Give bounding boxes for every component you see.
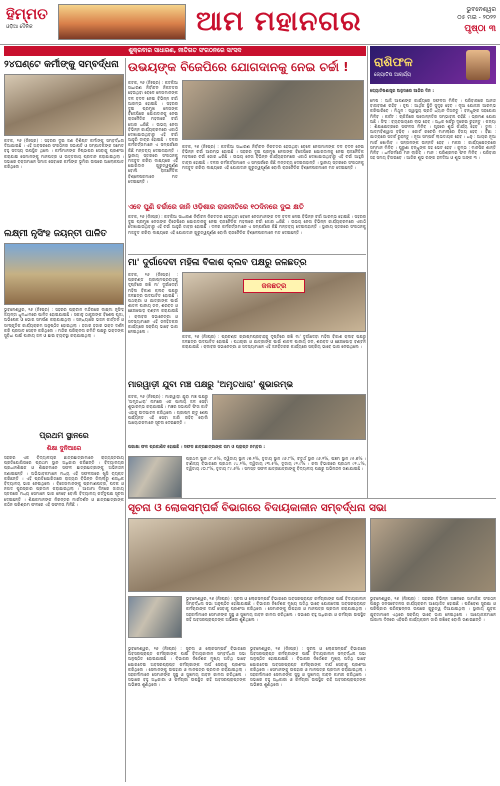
story7-body: ଭୁବନେଶ୍ୱର, ୨୬ (ନିଃପ୍ର) : ସୂଚନା ଓ ଲୋକସମ୍ପର୍କ ବିଭାଗରେ ଅବସରପ୍ରାପ୍ତ କର୍ମଚାରୀଙ୍କ ପାଇଁ ବିଦାୟକାଳୀନ ସମ୍ବର୍ଦ୍ଧନା ସଭା ଅନୁଷ୍ଠିତ ହୋଇଯାଇଛି । ବିଭାଗର ନିର୍ଦ୍ଦେଶକ ମୁଖ୍ୟ ଅତିଥି ଭାବେ ଯୋଗଦେଇ ଅବସରପ୍ରାପ୍ତ କର୍ମଚାରୀଙ୍କ ଦୀର୍ଘ ସେବାକୁ ପ୍ରଶଂସା କରିଥିଲେ । ସେମାନଙ୍କୁ ଉପହାର ଓ ମାନପତ୍ର ପ୍ରଦାନ କରାଯାଇଥିଲା । ସହକର୍ମୀମାନେ ସେମାନଙ୍କ ସୁସ୍ଥ ଓ ସୁଖମୟ ଜୀବନ କାମନା କରିଥିଲେ । ସଭାରେ ବହୁ ଅଧିକାରୀ ଓ କର୍ମଚାରୀ ଉପସ୍ଥିତ ରହି ଅବସରପ୍ରାପ୍ତଙ୍କ ଅଭିଜ୍ଞତା ଶୁଣିଥିଲେ । [186, 596, 366, 622]
section-divider [128, 254, 366, 255]
column-divider [367, 46, 368, 498]
story1-body: କଟକ, ୨୬ (ନିଃପ୍ର) : କଟକିଆ ସାଧାରଣ ନିର୍ବାଚନ ନିକଟତର ହେଉଥିବା ବେଳେ ନେତାମାନଙ୍କ ଦଳ ବଦଳ ନେଇ ବିଭିନ୍ନ ଚର୍ଚ୍ଚା ଆରମ୍ଭ ହୋଇଛି । ସହରର ଦୁଇ ପ୍ରମୁଖ ନେତାଙ୍କ ବିଜେପିରେ ଯୋଗଦାନକୁ ନେଇ ରାଜନୈତିକ ମହଲରେ ଚର୍ଚ୍ଚା ଜୋର ଧରିଛି । ଉଭୟ ନେତା ବିଭିନ୍ନ କାର୍ଯ୍ୟକ୍ରମରେ ଏକାଠି ଦେଖାଯାଉଥିବାରୁ ଏହି ଚର୍ଚ୍ଚା ଆହୁରି ତୀବ୍ର ହୋଇଛି । ଦଳର କର୍ମକର୍ତ୍ତାମାନେ ଏ ସମ୍ପର୍କରେ କିଛି ମନ୍ତବ୍ୟ ଦେଇନାହାନ୍ତି । ସ୍ଥାନୀୟ ସ୍ତରରେ ସଂଗଠନକୁ ମଜବୁତ କରିବା ଲକ୍ଷ୍ୟରେ ଏହି ଯୋଗଦାନ ଗୁରୁତ୍ୱପୂର୍ଣ୍ଣ ବୋଲି ରାଜନୈତିକ ବିଶ୍ଳେଷକମାନେ ମତ ଦେଇଛନ୍ତି । [128, 80, 178, 184]
story2-headline: ୨୪ଘଣ୍ଟେ କର୍ମୀଙ୍କୁ ସମ୍ବର୍ଦ୍ଧନା [4, 59, 119, 70]
brand-tagline: ଓଡ଼ିଆ ଦୈନିକ [6, 24, 33, 30]
section-divider [128, 498, 496, 499]
page-label: ପୃଷ୍ଠା [464, 24, 486, 34]
edition-city: ଭୁବନେଶ୍ୱର [466, 6, 496, 13]
story1-sub-body: କଟକ, ୨୬ (ନିଃପ୍ର) : କଟକିଆ ସାଧାରଣ ନିର୍ବାଚନ ନିକଟତର ହେଉଥିବା ବେଳେ ନେତାମାନଙ୍କ ଦଳ ବଦଳ ନେଇ ବିଭିନ୍ନ ଚର୍ଚ୍ଚା ଆରମ୍ଭ ହୋଇଛି । ସହରର ଦୁଇ ପ୍ରମୁଖ ନେତାଙ୍କ ବିଜେପିରେ ଯୋଗଦାନକୁ ନେଇ ରାଜନୈତିକ ମହଲରେ ଚର୍ଚ୍ଚା ଜୋର ଧରିଛି । ଉଭୟ ନେତା ବିଭିନ୍ନ କାର୍ଯ୍ୟକ୍ରମରେ ଏକାଠି ଦେଖାଯାଉଥିବାରୁ ଏହି ଚର୍ଚ୍ଚା ଆହୁରି ତୀବ୍ର ହୋଇଛି । ଦଳର କର୍ମକର୍ତ୍ତାମାନେ ଏ ସମ୍ପର୍କରେ କିଛି ମନ୍ତବ୍ୟ ଦେଇନାହାନ୍ତି । ସ୍ଥାନୀୟ ସ୍ତରରେ ସଂଗଠନକୁ ମଜବୁତ କରିବା ଲକ୍ଷ୍ୟରେ ଏହି ଯୋଗଦାନ ଗୁରୁତ୍ୱପୂର୍ଣ୍ଣ ବୋଲି ରାଜନୈତିକ ବିଶ୍ଳେଷକମାନେ ମତ ଦେଇଛନ୍ତି । [128, 214, 366, 235]
story4-banner-sign: ଜଳଛତ୍ର [243, 279, 305, 293]
story7-headline: ସୂଚନା ଓ ଲୋକସମ୍ପର୍କ ବିଭାଗରେ ବିଦାୟକାଳୀନ ସମ୍ବର୍ଦ୍ଧନା ସଭା [128, 502, 387, 514]
story6-body: ସହରର ଏକ ବିଦ୍ୟାଳୟର ଛାତ୍ରଛାତ୍ରୀମାନେ ରାଜ୍ୟସ୍ତରୀୟ ପ୍ରତିଯୋଗିତାରେ ପ୍ରଥମ ସ୍ଥାନ ଅଧିକାର କରିଛନ୍ତି । ବିଦ୍ୟାଳୟର ପ୍ରଧାନଶିକ୍ଷକ ଓ ଶିକ୍ଷକମାନେ ସଫଳ ଛାତ୍ରଛାତ୍ରୀଙ୍କୁ ଅଭିନନ୍ଦନ ଜଣାଇଛନ୍ତି । ଅଭିଭାବକମାନେ ମଧ୍ୟ ଏହି ସଫଳତାରେ ଖୁସି ବ୍ୟକ୍ତ କରିଛନ୍ତି । ଏହି ପ୍ରତିଯୋଗିତାରେ ରାଜ୍ୟର ବିଭିନ୍ନ ଜିଲ୍ଲାରୁ ଶତାଧିକ ବିଦ୍ୟାଳୟ ଭାଗ ନେଇଥିଲେ । ବିଜେତାମାନଙ୍କୁ ପ୍ରମାଣପତ୍ର, ପଦକ ଓ ନଗଦ ପୁରସ୍କାର ପ୍ରଦାନ କରାଯାଇଥିଲା । ଆଗାମୀ ଦିନରେ ଜାତୀୟ ସ୍ତରରେ ମଧ୍ୟ ସେମାନେ ଭାଗ ନେବେ ବୋଲି ବିଦ୍ୟାଳୟ କର୍ତ୍ତୃପକ୍ଷ ସୂଚନା ଦେଇଛନ୍ତି । ଶିକ୍ଷକମାନଙ୍କ ନିରନ୍ତର ମାର୍ଗଦର୍ଶନ ଓ ଛାତ୍ରଛାତ୍ରୀଙ୍କ କଠିନ ପରିଶ୍ରମ ଫଳରେ ଏହି ସଫଳତା ମିଳିଛି । [4, 455, 124, 507]
results-body: ପ୍ରଥମ ସ୍ଥାନ ୯୮.୫%, ଦ୍ୱିତୀୟ ସ୍ଥାନ ୯୭.୨%, ତୃତୀୟ ସ୍ଥାନ ୯୬.୮%, ଚତୁର୍ଥ ସ୍ଥାନ ୯୬.୧%, ପଞ୍ଚମ ସ୍ଥାନ ୯୫.୭% । ବାଣିଜ୍ୟ ବିଭାଗରେ ପ୍ରଥମ ୯୪.୨%, ଦ୍ୱିତୀୟ ୯୩.୫%, ତୃତୀୟ ୯୨.୯% । କଳା ବିଭାଗରେ ପ୍ରଥମ ୯୧.୪%, ଦ୍ୱିତୀୟ ୯୦.୮%, ତୃତୀୟ ୮୯.୬% । ସମସ୍ତ ସଫଳ ଛାତ୍ରଛାତ୍ରୀଙ୍କୁ ବିଦ୍ୟାଳୟ ପକ୍ଷରୁ ଅଭିନନ୍ଦନ ଜଣାଯାଇଛି । [186, 456, 366, 472]
story1-subhead: ଏବେ ପୁଣି ଚର୍ଚ୍ଚାରେ ଜାନି ଓଡ଼ିଶାର ରାଜନୀତିରେ ୧୦ଦିନରେ ଦୁଇ କ୍ଷତି [128, 203, 304, 211]
story7-body-col2: ଭୁବନେଶ୍ୱର, ୨୬ (ନିଃପ୍ର) : ସୂଚନା ଓ ଲୋକସମ୍ପର୍କ ବିଭାଗରେ ଅବସରପ୍ରାପ୍ତ କର୍ମଚାରୀଙ୍କ ପାଇଁ ବିଦାୟକାଳୀନ ସମ୍ବର୍ଦ୍ଧନା ସଭା ଅନୁଷ୍ଠିତ ହୋଇଯାଇଛି । ବିଭାଗର ନିର୍ଦ୍ଦେଶକ ମୁଖ୍ୟ ଅତିଥି ଭାବେ ଯୋଗଦେଇ ଅବସରପ୍ରାପ୍ତ କର୍ମଚାରୀଙ୍କ ଦୀର୍ଘ ସେବାକୁ ପ୍ରଶଂସା କରିଥିଲେ । ସେମାନଙ୍କୁ ଉପହାର ଓ ମାନପତ୍ର ପ୍ରଦାନ କରାଯାଇଥିଲା । ସହକର୍ମୀମାନେ ସେମାନଙ୍କ ସୁସ୍ଥ ଓ ସୁଖମୟ ଜୀବନ କାମନା କରିଥିଲେ । ସଭାରେ ବହୁ ଅଧିକାରୀ ଓ କର୍ମଚାରୀ ଉପସ୍ଥିତ ରହି ଅବସରପ୍ରାପ୍ତଙ୍କ ଅଭିଜ୍ଞତା ଶୁଣିଥିଲେ । [128, 646, 246, 688]
story7-photo-large [128, 518, 366, 592]
page-number: ୩ [488, 24, 496, 34]
story7-photo-right [370, 518, 496, 592]
page-number-block [432, 22, 496, 36]
rashifala-intro: ଜ୍ୟୋତିଷଶାସ୍ତ୍ର ଅନୁସାରେ ଆଜିର ଦିନ : [370, 88, 434, 93]
story7-body-col3: ଭୁବନେଶ୍ୱର, ୨୬ (ନିଃପ୍ର) : ସୂଚନା ଓ ଲୋକସମ୍ପର୍କ ବିଭାଗରେ ଅବସରପ୍ରାପ୍ତ କର୍ମଚାରୀଙ୍କ ପାଇଁ ବିଦାୟକାଳୀନ ସମ୍ବର୍ଦ୍ଧନା ସଭା ଅନୁଷ୍ଠିତ ହୋଇଯାଇଛି । ବିଭାଗର ନିର୍ଦ୍ଦେଶକ ମୁଖ୍ୟ ଅତିଥି ଭାବେ ଯୋଗଦେଇ ଅବସରପ୍ରାପ୍ତ କର୍ମଚାରୀଙ୍କ ଦୀର୍ଘ ସେବାକୁ ପ୍ରଶଂସା କରିଥିଲେ । ସେମାନଙ୍କୁ ଉପହାର ଓ ମାନପତ୍ର ପ୍ରଦାନ କରାଯାଇଥିଲା । ସହକର୍ମୀମାନେ ସେମାନଙ୍କ ସୁସ୍ଥ ଓ ସୁଖମୟ ଜୀବନ କାମନା କରିଥିଲେ । ସଭାରେ ବହୁ ଅଧିକାରୀ ଓ କର୍ମଚାରୀ ଉପସ୍ଥିତ ରହି ଅବସରପ୍ରାପ୍ତଙ୍କ ଅଭିଜ୍ଞତା ଶୁଣିଥିଲେ । [250, 646, 366, 688]
story3-temple-photo [4, 243, 124, 305]
story4-body-cont: କଟକ, ୨୬ (ନିଃପ୍ର) : ପ୍ରଚଣ୍ଡ ଗ୍ରୀଷ୍ମପ୍ରବାହକୁ ଦୃଷ୍ଟିରେ ରଖି ମା' ଦୁର୍ଗାଦେବୀ ମହିଳା ବିକାଶ କ୍ଲବ ପକ୍ଷରୁ ଜଳଛତ୍ର ଉଦଘାଟିତ ହୋଇଛି । ପଥଚାରୀ ଓ ଯାତ୍ରୀଙ୍କ ପାଇଁ ଶୀତଳ ପାନୀୟ ଜଳ, ଶରବତ ଓ ଛେନାପୋଡ଼ ବଣ୍ଟନ କରାଯାଉଛି । କ୍ଲବର ସଭାନେତ୍ରୀ ଓ ସଦସ୍ୟାମାନେ ଏହି ଜନହିତକର କାର୍ଯ୍ୟରେ ସକ୍ରିୟ ଭାବେ ଭାଗ ନେଇଥିଲେ । [182, 334, 366, 350]
story5-body: କଟକ, ୨୬ (ନିଃପ୍ର) : ମାରୱାଡ଼ୀ ଯୁବା ମଞ୍ଚ ପକ୍ଷରୁ 'ଅମୃତଧାରା' ନାମରେ ଏକ ପାନୀୟ ଜଳ ସେବା ଶୁଭାରମ୍ଭ କରାଯାଇଛି । ମଞ୍ଚର ସଭାପତି ଫିତା କାଟି ଏହାକୁ ଉଦଘାଟନ କରିଥିଲେ । ଗ୍ରୀଷ୍ମ ଋତୁ ଶେଷ ପର୍ଯ୍ୟନ୍ତ ଏହି ସେବା ଜାରି ରହିବ ବୋଲି ଆୟୋଜକମାନେ ସୂଚନା ଦେଇଛନ୍ତି । [128, 394, 208, 426]
story3-headline: ଲକ୍ଷ୍ମୀ ନୃସିଂହ ଜୟନ୍ତୀ ପାଳିତ [4, 229, 107, 239]
story6-kicker: ଶିକ୍ଷା ଦୁନିଆରେ [46, 445, 82, 452]
story5-photo [212, 394, 366, 440]
edition-date: ୦୫ ମଇ - ୨୦୨୨ [457, 14, 496, 21]
story2-body: କଟକ, ୨୬ (ନିଃପ୍ର) : ସହରର ଦୁଇ ଜଣ ବିଶିଷ୍ଟ କର୍ମୀଙ୍କୁ ସମ୍ବର୍ଦ୍ଧନା ଦିଆଯାଇଛି । ଏହି ଅବସରରେ ସଂଗଠନର ସଭାପତି ଓ ସମ୍ପାଦକଙ୍କ ସମେତ ବହୁ ସଦସ୍ୟ ଉପସ୍ଥିତ ଥିଲେ । କର୍ମୀମାନଙ୍କ ନିଷ୍ଠାପର ସେବାକୁ ପ୍ରଶଂସା କରାଯାଇ ସେମାନଙ୍କୁ ମାନପତ୍ର ଓ ଉତ୍ତରୀୟ ପ୍ରଦାନ କରାଯାଇଥିଲା । ସଭାରେ ବକ୍ତାମାନେ ସମାଜ ସେବାରେ କର୍ମୀଙ୍କ ଭୂମିକା ଉପରେ ଆଲୋକପାତ କରିଥିଲେ । [4, 138, 124, 170]
brand-name: ହିମ୍ମତ [6, 5, 48, 23]
story5-headline: ମାରୱାଡ଼ୀ ଯୁବା ମଞ୍ଚ ପକ୍ଷରୁ 'ଅମୃତଧାରା' ଶୁଭାରମ୍ଭ [128, 380, 294, 390]
section-divider [0, 44, 500, 45]
top-banner [4, 46, 366, 56]
story7-photo-small [128, 596, 182, 638]
top-banner-text: ଶୁକ୍ରବାର ସାଧାରଣ, ନୀତିଗତ ସଂଗଠନରେ ସାଂସଦ [128, 47, 242, 54]
masthead [0, 0, 500, 44]
brand-logo [6, 4, 58, 38]
story4-body: କଟକ, ୨୬ (ନିଃପ୍ର) : ପ୍ରଚଣ୍ଡ ଗ୍ରୀଷ୍ମପ୍ରବାହକୁ ଦୃଷ୍ଟିରେ ରଖି ମା' ଦୁର୍ଗାଦେବୀ ମହିଳା ବିକାଶ କ୍ଲବ ପକ୍ଷରୁ ଜଳଛତ୍ର ଉଦଘାଟିତ ହୋଇଛି । ପଥଚାରୀ ଓ ଯାତ୍ରୀଙ୍କ ପାଇଁ ଶୀତଳ ପାନୀୟ ଜଳ, ଶରବତ ଓ ଛେନାପୋଡ଼ ବଣ୍ଟନ କରାଯାଉଛି । କ୍ଲବର ସଭାନେତ୍ରୀ ଓ ସଦସ୍ୟାମାନେ ଏହି ଜନହିତକର କାର୍ଯ୍ୟରେ ସକ୍ରିୟ ଭାବେ ଭାଗ ନେଇଥିଲେ । [128, 272, 178, 335]
astrologer-avatar [466, 50, 490, 80]
story8-body: ଭୁବନେଶ୍ୱର, ୨୬ (ନିଃପ୍ର) : ସହରର ବିଭିନ୍ନ ଅଞ୍ଚଳରେ ସାମାଜିକ ସଂଗଠନ ପକ୍ଷରୁ ଜନସଚେତନତା କାର୍ଯ୍ୟକ୍ରମ ଆୟୋଜିତ ହୋଇଛି । ପରିବେଶ ସୁରକ୍ଷା ଓ ପରିଷ୍କାର ପରିଚ୍ଛନ୍ନତା ଉପରେ ଗୁରୁତ୍ୱ ଦିଆଯାଇଥିଲା । ସ୍ଥାନୀୟ ଯୁବକ ଯୁବତୀମାନେ ଏଥିରେ ସକ୍ରିୟ ଭାବେ ଭାଗ ନେଇଥିଲେ । ଆୟୋଜକମାନେ ଆଗାମୀ ଦିନରେ ଏହିପରି କାର୍ଯ୍ୟକ୍ରମ ଜାରି ରଖିବେ ବୋଲି ଜଣାଇଛନ୍ତି । [370, 596, 496, 622]
story1-photo-group [182, 80, 364, 140]
rashifala-header: ରାଶିଫଳ [374, 55, 413, 69]
column-divider [125, 58, 126, 782]
astrologer-name: ଜ୍ୟୋତିଷ ଆଚାର୍ଯ୍ୟ [374, 72, 412, 78]
story4-headline: ମା' ଦୁର୍ଗାଦେବୀ ମହିଳା ବିକାଶ କ୍ଲବ ପକ୍ଷରୁ ଜଳଛତ୍ର [128, 258, 307, 268]
masthead-skyline-image [58, 4, 186, 40]
results-photo [128, 456, 182, 498]
story6-headline: ପ୍ରଥମ ସ୍ଥାନରେ [39, 431, 89, 440]
story2-photo [4, 74, 124, 136]
edition-info [432, 6, 496, 40]
story3-body: ଭୁବନେଶ୍ୱର, ୨୬ (ନିଃପ୍ର) : ସହରର ପ୍ରାଚୀନ ମନ୍ଦିରରେ ଲକ୍ଷ୍ମୀ ନୃସିଂହ ଜୟନ୍ତୀ ଧୁମଧାମରେ ପାଳିତ ହୋଇଯାଇଛି । ସକାଳୁ ଠାକୁରଙ୍କ ବିଶେଷ ପୂଜା, ଅଭିଷେକ ଓ ଭୋଗ ସମର୍ପଣ କରାଯାଇଥିଲା । ସନ୍ଧ୍ୟାରେ ଭଜନ କୀର୍ତ୍ତନ ଓ ସାଂସ୍କୃତିକ କାର୍ଯ୍ୟକ୍ରମ ଅନୁଷ୍ଠିତ ହୋଇଥିଲା । ହଜାର ହଜାର ଭକ୍ତ ଦର୍ଶନ କରି ପ୍ରସାଦ ସେବନ କରିଥିଲେ । ମନ୍ଦିର ପରିଚାଳନା କମିଟି ପକ୍ଷରୁ ଭକ୍ତଙ୍କ ସୁବିଧା ପାଇଁ ପାନୀୟ ଜଳ ଓ ଛାଇ ବ୍ୟବସ୍ଥା କରାଯାଇଥିଲା । [4, 307, 124, 339]
rashifala-body: ମେଷ : ଆଜି ଆପଣଙ୍କ କାର୍ଯ୍ୟରେ ସଫଳତା ମିଳିବ । ପରିବାରରେ ଆନନ୍ଦ ବାତାବରଣ ରହିବ । ବୃଷ : ଆର୍ଥିକ ସ୍ଥିତି ସୁଦୃଢ ହେବ । ନୂଆ ଯୋଜନା ଆରମ୍ଭ କରିପାରିବେ । ମିଥୁନ : ସ୍ୱାସ୍ଥ୍ୟ ପ୍ରତି ଧ୍ୟାନ ଦିଅନ୍ତୁ । ବନ୍ଧୁଙ୍କ ସହଯୋଗ ମିଳିବ । କର୍କଟ : ଚାକିରିରେ ପଦୋନ୍ନତିର ସମ୍ଭାବନା ରହିଛି । ଭ୍ରମଣ ଯୋଗ ଅଛି । ସିଂହ : ବ୍ୟବସାୟରେ ଲାଭ ହେବ । ଅଧିକ ଖର୍ଚ୍ଚରୁ ଦୂରେଇ ରୁହନ୍ତୁ । କନ୍ୟା : ଶିକ୍ଷାକ୍ଷେତ୍ରରେ ସଫଳତା ମିଳିବ । ଗୃହରେ ଶୁଭ କାର୍ଯ୍ୟ ହେବ । ତୁଳା : ଆତ୍ମବିଶ୍ୱାସ ବଢିବ । କୋର୍ଟ କଚେରି ମାମଲାରେ ବିଜୟ ହେବ । ବିଛା : ଯାତ୍ରାରେ ସତର୍କ ରୁହନ୍ତୁ । ନୂଆ ସମ୍ପର୍କ ଲାଭଦାୟକ ହେବ । ଧନୁ : ଆୟର ନୂଆ ମାର୍ଗ ଖୋଲିବ । ସନ୍ତାନଙ୍କ ଉନ୍ନତି ହେବ । ମକର : କାର୍ଯ୍ୟକ୍ଷେତ୍ରରେ ସମ୍ମାନ ମିଳିବ । ପୁରୁଣା ବନ୍ଧୁଙ୍କ ସହ ଭେଟ ହେବ । କୁମ୍ଭ : ମାନସିକ ଶାନ୍ତି ମିଳିବ । ଧର୍ମକର୍ମରେ ମନ ଲାଗିବ । ମୀନ : ପରିଶ୍ରମର ଫଳ ମିଳିବ । ପରିବାର ସହ ସମୟ ବିତାଇବେ । ଆଜିର ଶୁଭ ରଙ୍ଗ ହଳଦିଆ ଓ ଶୁଭ ଅଙ୍କ ୩ । [370, 98, 496, 161]
story4-photo [182, 272, 366, 332]
story1-body-cont: କଟକ, ୨୬ (ନିଃପ୍ର) : କଟକିଆ ସାଧାରଣ ନିର୍ବାଚନ ନିକଟତର ହେଉଥିବା ବେଳେ ନେତାମାନଙ୍କ ଦଳ ବଦଳ ନେଇ ବିଭିନ୍ନ ଚର୍ଚ୍ଚା ଆରମ୍ଭ ହୋଇଛି । ସହରର ଦୁଇ ପ୍ରମୁଖ ନେତାଙ୍କ ବିଜେପିରେ ଯୋଗଦାନକୁ ନେଇ ରାଜନୈତିକ ମହଲରେ ଚର୍ଚ୍ଚା ଜୋର ଧରିଛି । ଉଭୟ ନେତା ବିଭିନ୍ନ କାର୍ଯ୍ୟକ୍ରମରେ ଏକାଠି ଦେଖାଯାଉଥିବାରୁ ଏହି ଚର୍ଚ୍ଚା ଆହୁରି ତୀବ୍ର ହୋଇଛି । ଦଳର କର୍ମକର୍ତ୍ତାମାନେ ଏ ସମ୍ପର୍କରେ କିଛି ମନ୍ତବ୍ୟ ଦେଇନାହାନ୍ତି । ସ୍ଥାନୀୟ ସ୍ତରରେ ସଂଗଠନକୁ ମଜବୁତ କରିବା ଲକ୍ଷ୍ୟରେ ଏହି ଯୋଗଦାନ ଗୁରୁତ୍ୱପୂର୍ଣ୍ଣ ବୋଲି ରାଜନୈତିକ ବିଶ୍ଳେଷକମାନେ ମତ ଦେଇଛନ୍ତି । [182, 144, 364, 170]
results-lead: ପରୀକ୍ଷା ଫଳ ପ୍ରକାଶିତ ହୋଇଛି । ସଫଳ ଛାତ୍ରଛାତ୍ରୀଙ୍କ ନାମ ଓ ପ୍ରାପ୍ତ ନମ୍ବର : [128, 444, 266, 449]
section-title: ଆମ ମହାନଗର [196, 6, 362, 37]
story1-headline: ଉଭୟଙ୍କ ବିଜେପିରେ ଯୋଗଦାନକୁ ନେଇ ଚର୍ଚ୍ଚା ! [128, 60, 349, 74]
rashifala-header-box [370, 46, 496, 84]
